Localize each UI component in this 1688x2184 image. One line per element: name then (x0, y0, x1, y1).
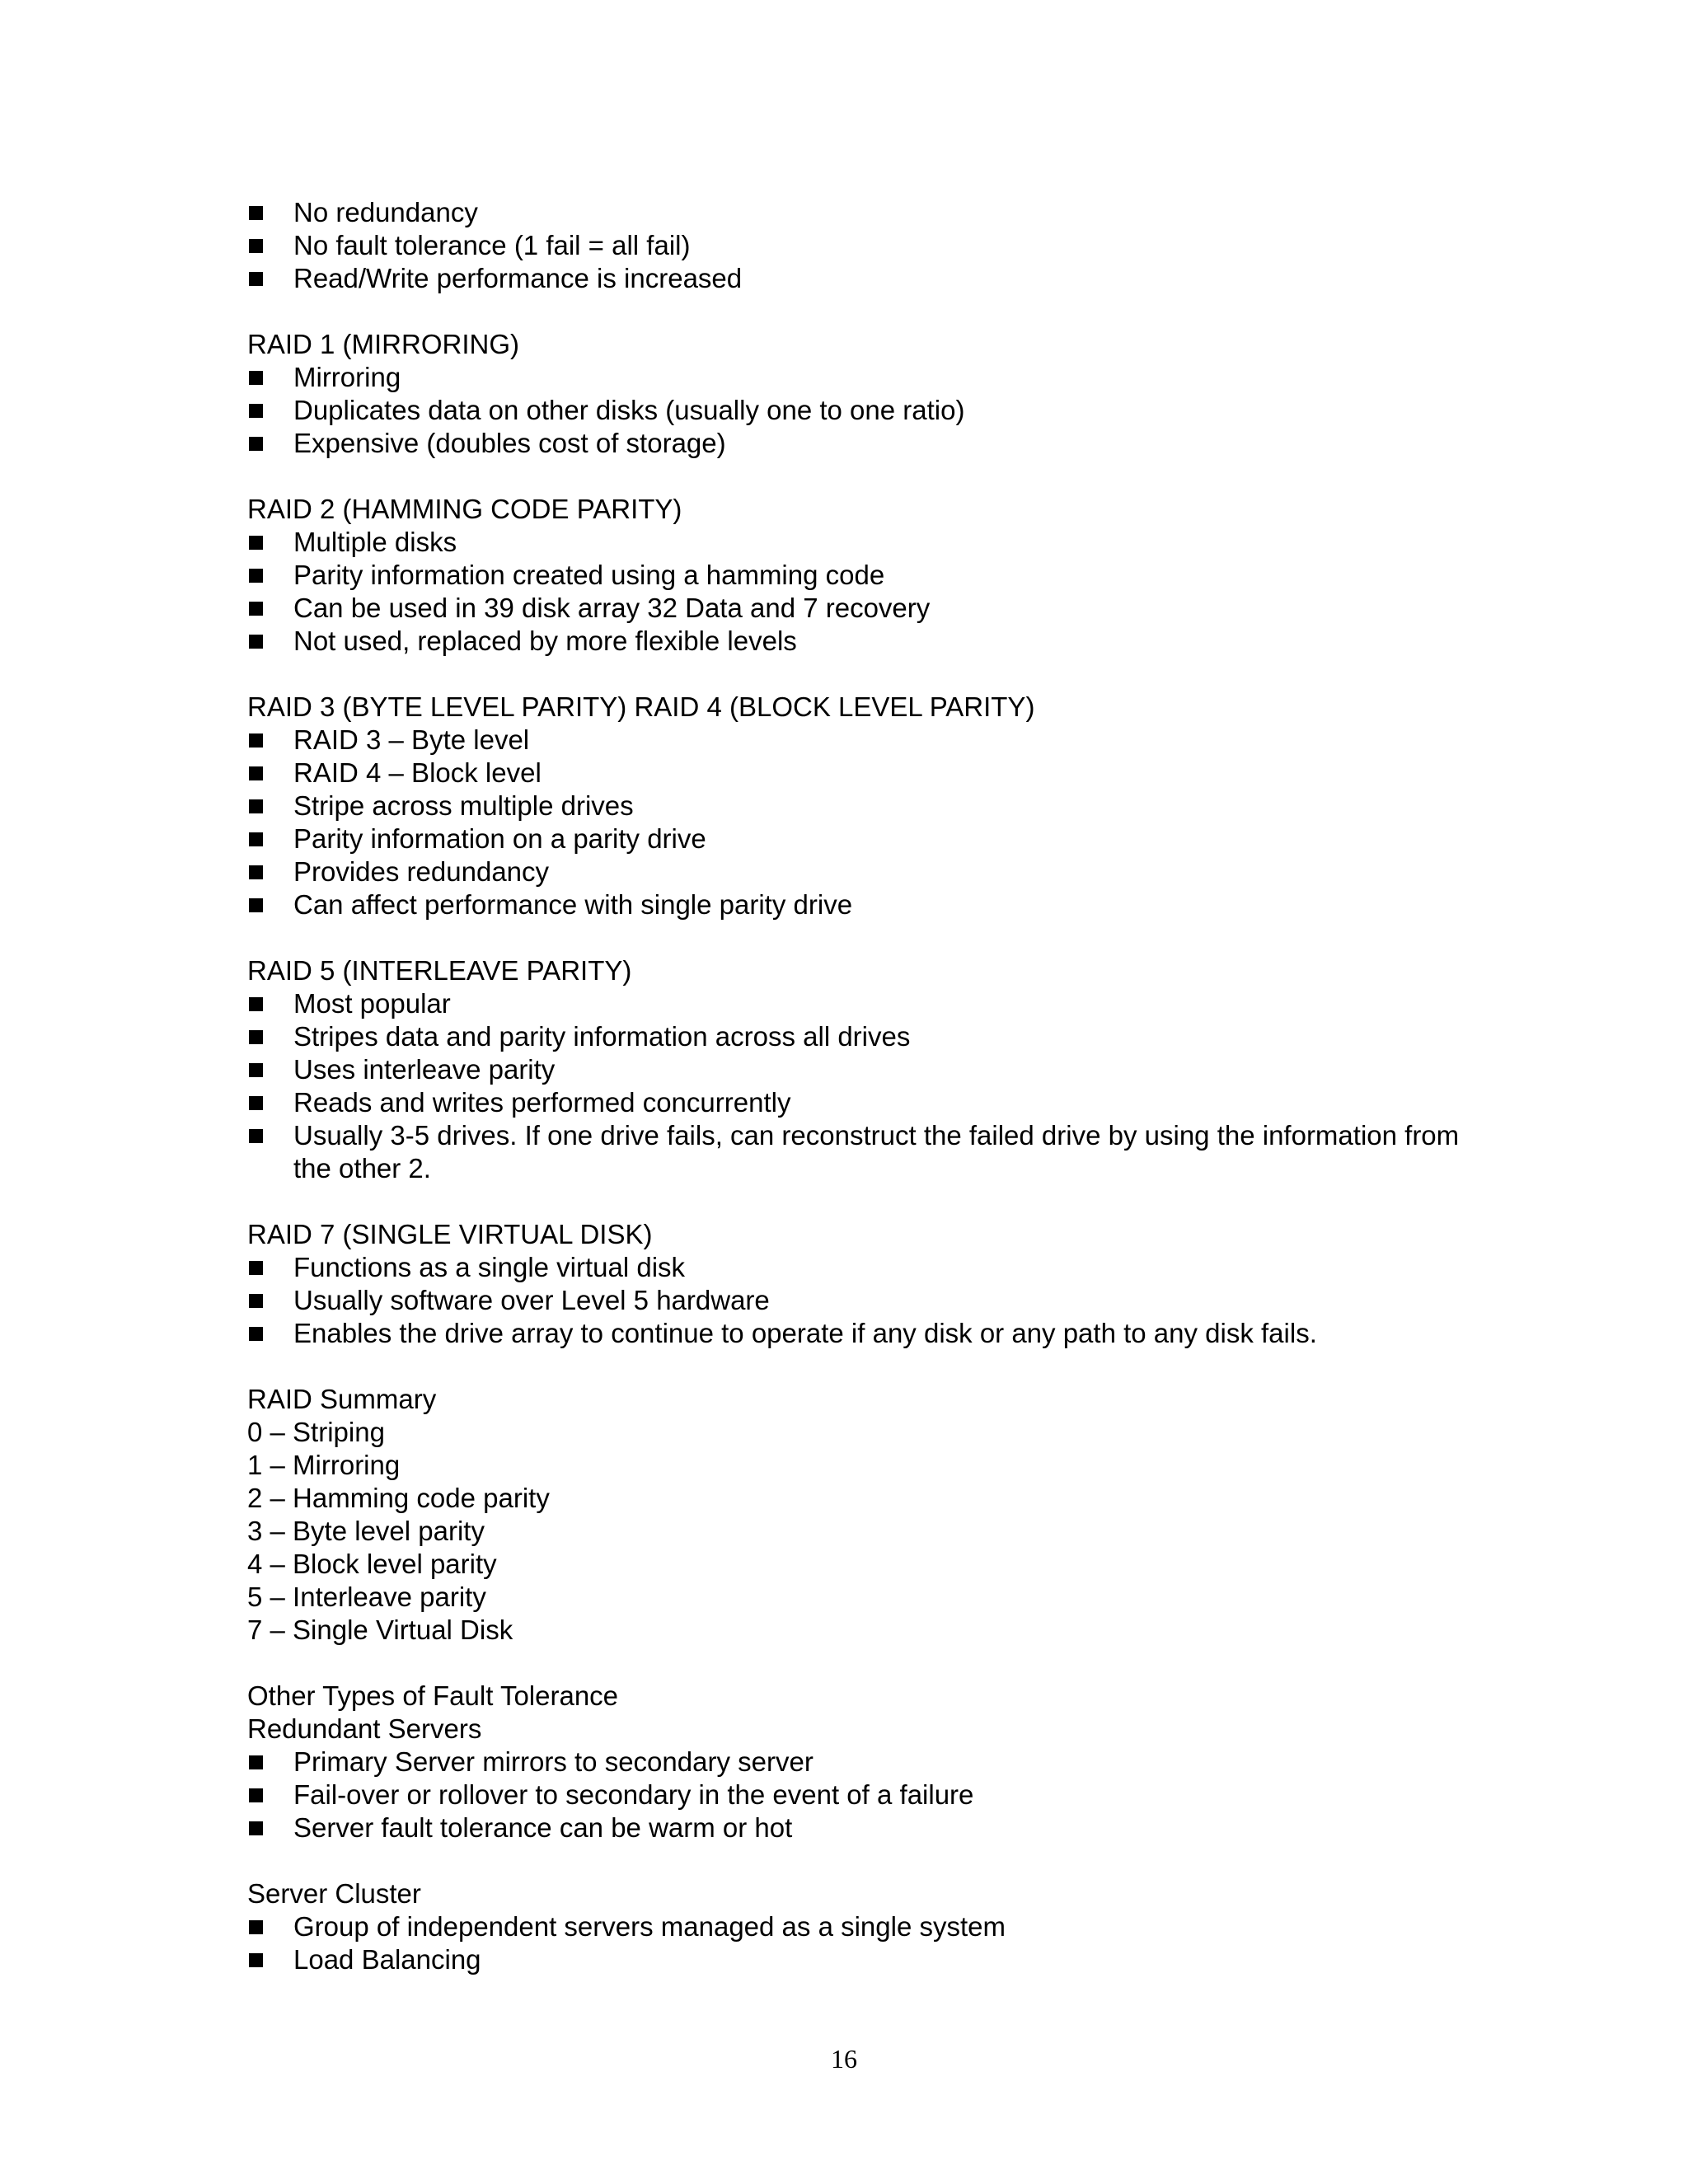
square-bullet-icon (249, 1030, 263, 1044)
square-bullet-icon (249, 272, 263, 286)
list-item-text: Usually software over Level 5 hardware (293, 1285, 770, 1315)
list-item-text: Not used, replaced by more flexible levels (293, 626, 797, 656)
raid-0-continued-section (247, 196, 1484, 295)
bullet-list (247, 1746, 1484, 1844)
list-item (247, 559, 1484, 592)
square-bullet-icon (249, 766, 263, 780)
bullet-list (247, 526, 1484, 658)
raid-1-section (247, 328, 1484, 460)
list-item-text: Server fault tolerance can be warm or hot (293, 1812, 793, 1843)
section-subheading: Redundant Servers (247, 1713, 482, 1744)
list-item-text: Fail-over or rollover to secondary in the event of a failure (293, 1779, 974, 1810)
square-bullet-icon (249, 569, 263, 583)
list-item-text: Load Balancing (293, 1944, 481, 1975)
list-item (247, 1317, 1484, 1350)
summary-line: 4 – Block level parity (247, 1549, 497, 1579)
summary-line: 7 – Single Virtual Disk (247, 1615, 513, 1645)
section-heading: RAID Summary (247, 1384, 437, 1414)
list-item-text: Multiple disks (293, 527, 457, 557)
summary-line: 3 – Byte level parity (247, 1516, 485, 1546)
list-item-text: Primary Server mirrors to secondary server (293, 1746, 814, 1777)
list-item-text: Group of independent servers managed as a single system (293, 1911, 1006, 1942)
list-item (247, 427, 1484, 460)
list-item (247, 757, 1484, 790)
list-item-text: Enables the drive array to continue to operate if any disk or any path to any disk fails. (293, 1318, 1317, 1348)
list-item (247, 262, 1484, 295)
square-bullet-icon (249, 1294, 263, 1308)
list-item-text: No fault tolerance (1 fail = all fail) (293, 230, 691, 260)
list-item (247, 1943, 1484, 1976)
list-item-text: RAID 3 – Byte level (293, 724, 530, 755)
square-bullet-icon (249, 1821, 263, 1835)
square-bullet-icon (249, 832, 263, 846)
square-bullet-icon (249, 1755, 263, 1769)
square-bullet-icon (249, 437, 263, 451)
square-bullet-icon (249, 1129, 263, 1143)
raid-7-section (247, 1218, 1484, 1350)
list-item-text: Can affect performance with single parity drive (293, 889, 853, 920)
bullet-list (247, 1251, 1484, 1350)
square-bullet-icon (249, 898, 263, 912)
list-item-text: Expensive (doubles cost of storage) (293, 428, 726, 458)
list-item (247, 888, 1484, 921)
raid-5-section (247, 954, 1484, 1185)
raid-2-section (247, 493, 1484, 658)
list-item (247, 1020, 1484, 1053)
list-item (247, 196, 1484, 229)
section-heading: RAID 1 (MIRRORING) (247, 329, 519, 359)
section-heading: RAID 7 (SINGLE VIRTUAL DISK) (247, 1219, 653, 1249)
raid-3-4-section (247, 691, 1484, 921)
section-heading: Other Types of Fault Tolerance (247, 1680, 619, 1711)
section-heading: RAID 3 (BYTE LEVEL PARITY) RAID 4 (BLOCK LEVEL PARITY) (247, 691, 1035, 722)
list-item-text: Can be used in 39 disk array 32 Data and 7 recovery (293, 593, 931, 623)
list-item (247, 1746, 1484, 1779)
square-bullet-icon (249, 1327, 263, 1341)
server-cluster-section (247, 1877, 1484, 1976)
bullet-list (247, 724, 1484, 921)
square-bullet-icon (249, 865, 263, 879)
square-bullet-icon (249, 404, 263, 418)
square-bullet-icon (249, 1788, 263, 1802)
raid-summary-section (247, 1383, 1484, 1647)
other-fault-tolerance-section (247, 1680, 1484, 1844)
list-item-text: Functions as a single virtual disk (293, 1252, 686, 1282)
square-bullet-icon (249, 1096, 263, 1110)
square-bullet-icon (249, 371, 263, 385)
square-bullet-icon (249, 1920, 263, 1934)
list-item (247, 526, 1484, 559)
bullet-list (247, 361, 1484, 460)
list-item-text: Duplicates data on other disks (usually one to one ratio) (293, 395, 965, 425)
list-item-text: RAID 4 – Block level (293, 757, 542, 788)
list-item (247, 790, 1484, 823)
list-item (247, 361, 1484, 394)
section-heading: RAID 5 (INTERLEAVE PARITY) (247, 955, 632, 986)
list-item (247, 229, 1484, 262)
square-bullet-icon (249, 635, 263, 649)
list-item-text: Mirroring (293, 362, 401, 392)
list-item-text: Reads and writes performed concurrently (293, 1087, 791, 1118)
section-heading: RAID 2 (HAMMING CODE PARITY) (247, 494, 682, 524)
list-item (247, 823, 1484, 855)
list-item-text: Uses interleave parity (293, 1054, 556, 1085)
list-item (247, 987, 1484, 1020)
list-item (247, 1053, 1484, 1086)
list-item (247, 592, 1484, 625)
list-item (247, 1086, 1484, 1119)
square-bullet-icon (249, 1953, 263, 1967)
summary-line: 5 – Interleave parity (247, 1582, 486, 1612)
list-item-text: No redundancy (293, 197, 478, 227)
list-item (247, 1251, 1484, 1284)
list-item (247, 1811, 1484, 1844)
list-item-text: Most popular (293, 988, 451, 1019)
list-item-text: Parity information created using a hamming code (293, 560, 885, 590)
square-bullet-icon (249, 239, 263, 253)
list-item (247, 724, 1484, 757)
summary-line: 2 – Hamming code parity (247, 1483, 550, 1513)
square-bullet-icon (249, 799, 263, 813)
square-bullet-icon (249, 733, 263, 748)
list-item (247, 1910, 1484, 1943)
list-item-text: Parity information on a parity drive (293, 823, 706, 854)
bullet-list (247, 1910, 1484, 1976)
page-content (247, 196, 1484, 2009)
list-item-text: Stripe across multiple drives (293, 790, 634, 821)
list-item (247, 1779, 1484, 1811)
list-item (247, 855, 1484, 888)
square-bullet-icon (249, 206, 263, 220)
list-item-text: Provides redundancy (293, 856, 550, 887)
square-bullet-icon (249, 536, 263, 550)
list-item-text: Read/Write performance is increased (293, 263, 743, 293)
square-bullet-icon (249, 1261, 263, 1275)
list-item (247, 1284, 1484, 1317)
square-bullet-icon (249, 602, 263, 616)
list-item (247, 625, 1484, 658)
square-bullet-icon (249, 1063, 263, 1077)
list-item-text: Stripes data and parity information across all drives (293, 1021, 911, 1052)
list-item (247, 1119, 1484, 1185)
list-item (247, 394, 1484, 427)
section-heading: Server Cluster (247, 1878, 421, 1909)
summary-line: 1 – Mirroring (247, 1450, 401, 1480)
square-bullet-icon (249, 997, 263, 1011)
summary-line: 0 – Striping (247, 1417, 385, 1447)
bullet-list (247, 196, 1484, 295)
list-item-text: Usually 3-5 drives. If one drive fails, can reconstruct the failed drive by using the information from the other 2. (293, 1120, 1460, 1183)
bullet-list (247, 987, 1484, 1185)
page-number: 16 (831, 2044, 857, 2074)
